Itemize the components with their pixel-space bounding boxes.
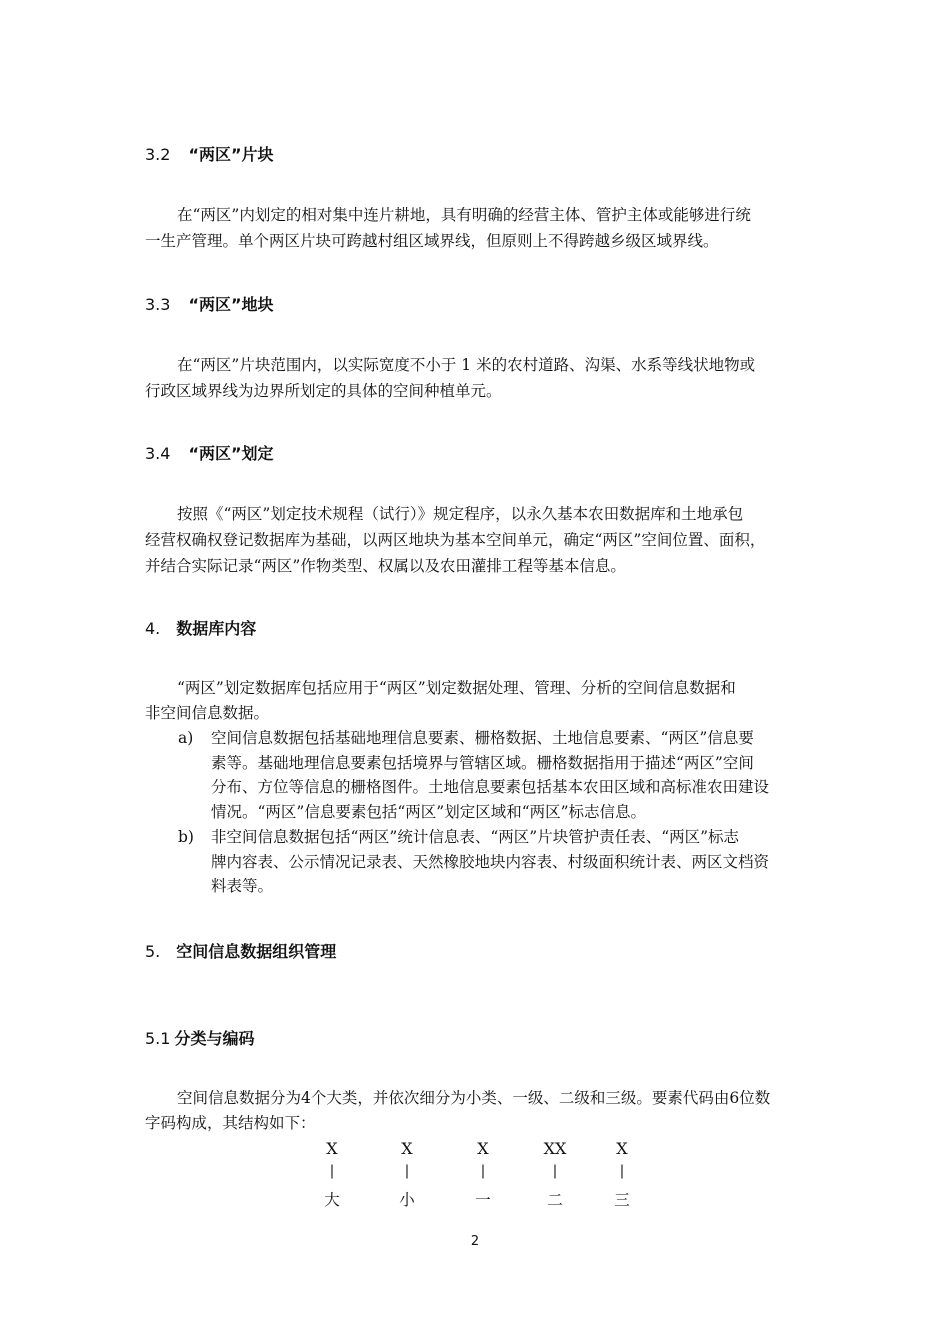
paragraph-line: “两区”划定数据库包括应用于“两区”划定数据处理、管理、分析的空间信息数据和 (177, 679, 736, 697)
list-marker: a) (178, 729, 194, 747)
list-item-line: 素等。基础地理信息要素包括境界与管辖区域。栅格数据指用于描述“两区”空间 (211, 753, 754, 772)
paragraph-3-3 (145, 352, 807, 404)
paragraph-line: 行政区域界线为边界所划定的具体的空间种植单元。 (145, 382, 502, 400)
list-marker: b) (178, 828, 194, 846)
list-item-line: 非空间信息数据包括“两区”统计信息表、“两区”片块管护责任表、“两区”标志 (211, 828, 740, 846)
section-number: 3.4 (145, 444, 171, 463)
code-symbol: X (326, 1139, 338, 1158)
paragraph-line: 非空间信息数据。 (145, 704, 270, 722)
code-bar: | (404, 1163, 410, 1179)
section-number: 3.3 (145, 295, 171, 314)
paragraph-line: 并结合实际记录“两区”作物类型、权属以及农田灌排工程等基本信息。 (145, 557, 626, 575)
paragraph-line: 空间信息数据分为4个大类，并依次细分为小类、一级、二级和三级。要素代码由6位数 (177, 1089, 771, 1107)
paragraph-3-4 (145, 501, 807, 579)
code-symbol: X (401, 1139, 413, 1158)
code-bar: | (329, 1163, 335, 1179)
paragraph-line: 一生产管理。单个两区片块可跨越村组区域界线，但原则上不得跨越乡级区域界线。 (145, 232, 719, 250)
section-heading-5 (145, 939, 336, 962)
section-title: 空间信息数据组织管理 (176, 942, 337, 961)
section-title: 数据库内容 (176, 619, 257, 638)
section-number: 5.1 (145, 1029, 171, 1048)
section-title: 分类与编码 (174, 1029, 255, 1048)
code-label: 一 (475, 1191, 491, 1209)
section-heading-3-3 (145, 292, 274, 315)
code-label: 二 (547, 1191, 563, 1209)
list-item-line: 空间信息数据包括基础地理信息要素、栅格数据、土地信息要素、“两区”信息要 (211, 729, 754, 747)
list-item-text (211, 825, 808, 899)
code-bar: | (619, 1163, 625, 1179)
section-heading-3-2 (145, 142, 274, 165)
code-symbol: XX (543, 1139, 567, 1158)
paragraph-line: 经营权确权登记数据库为基础，以两区地块为基本空间单元，确定“两区”空间位置、面积， (145, 531, 766, 549)
list-item-a (178, 726, 808, 826)
code-label: 大 (324, 1191, 340, 1209)
code-label: 三 (614, 1191, 630, 1209)
section-heading-3-4 (145, 441, 274, 464)
paragraph-line: 按照《“两区”划定技术规程（试行）》规定程序，以永久基本农田数据库和土地承包 (177, 505, 744, 523)
code-bar: | (552, 1163, 558, 1179)
list-item-text (211, 726, 808, 824)
list-item-line: 牌内容表、公示情况记录表、天然橡胶地块内容表、村级面积统计表、两区文档资 (211, 852, 770, 871)
section-number: 4. (145, 619, 161, 638)
code-bar: | (480, 1163, 486, 1179)
code-symbol: X (477, 1139, 489, 1158)
paragraph-4 (145, 676, 807, 726)
paragraph-5-1 (145, 1086, 807, 1136)
list-item-b (178, 825, 808, 901)
page-number: 2 (470, 1234, 480, 1249)
list-item-line: 分布、方位等信息的栅格图件。土地信息要素包括基本农田区域和高标准农田建设 (211, 778, 770, 796)
section-number: 5. (145, 942, 161, 961)
section-title: “两区”片块 (188, 145, 274, 164)
paragraph-line: 在“两区”内划定的相对集中连片耕地，具有明确的经营主体、管护主体或能够进行统 (177, 206, 751, 224)
section-number: 3.2 (145, 145, 171, 164)
section-title: “两区”划定 (188, 444, 274, 463)
code-label: 小 (399, 1191, 415, 1209)
section-heading-4 (145, 616, 256, 639)
list-item-line: 料表等。 (211, 877, 274, 895)
section-title: “两区”地块 (188, 295, 274, 314)
list-item-line: 情况。“两区”信息要素包括“两区”划定区域和“两区”标志信息。 (211, 802, 647, 821)
paragraph-line: 在“两区”片块范围内，以实际宽度不小于 1 米的农村道路、沟渠、水系等线状地物或 (177, 356, 756, 374)
paragraph-3-2 (145, 202, 807, 254)
code-symbol: X (616, 1139, 628, 1158)
paragraph-line: 字码构成，其结构如下： (145, 1114, 316, 1132)
section-heading-5-1 (145, 1026, 254, 1049)
